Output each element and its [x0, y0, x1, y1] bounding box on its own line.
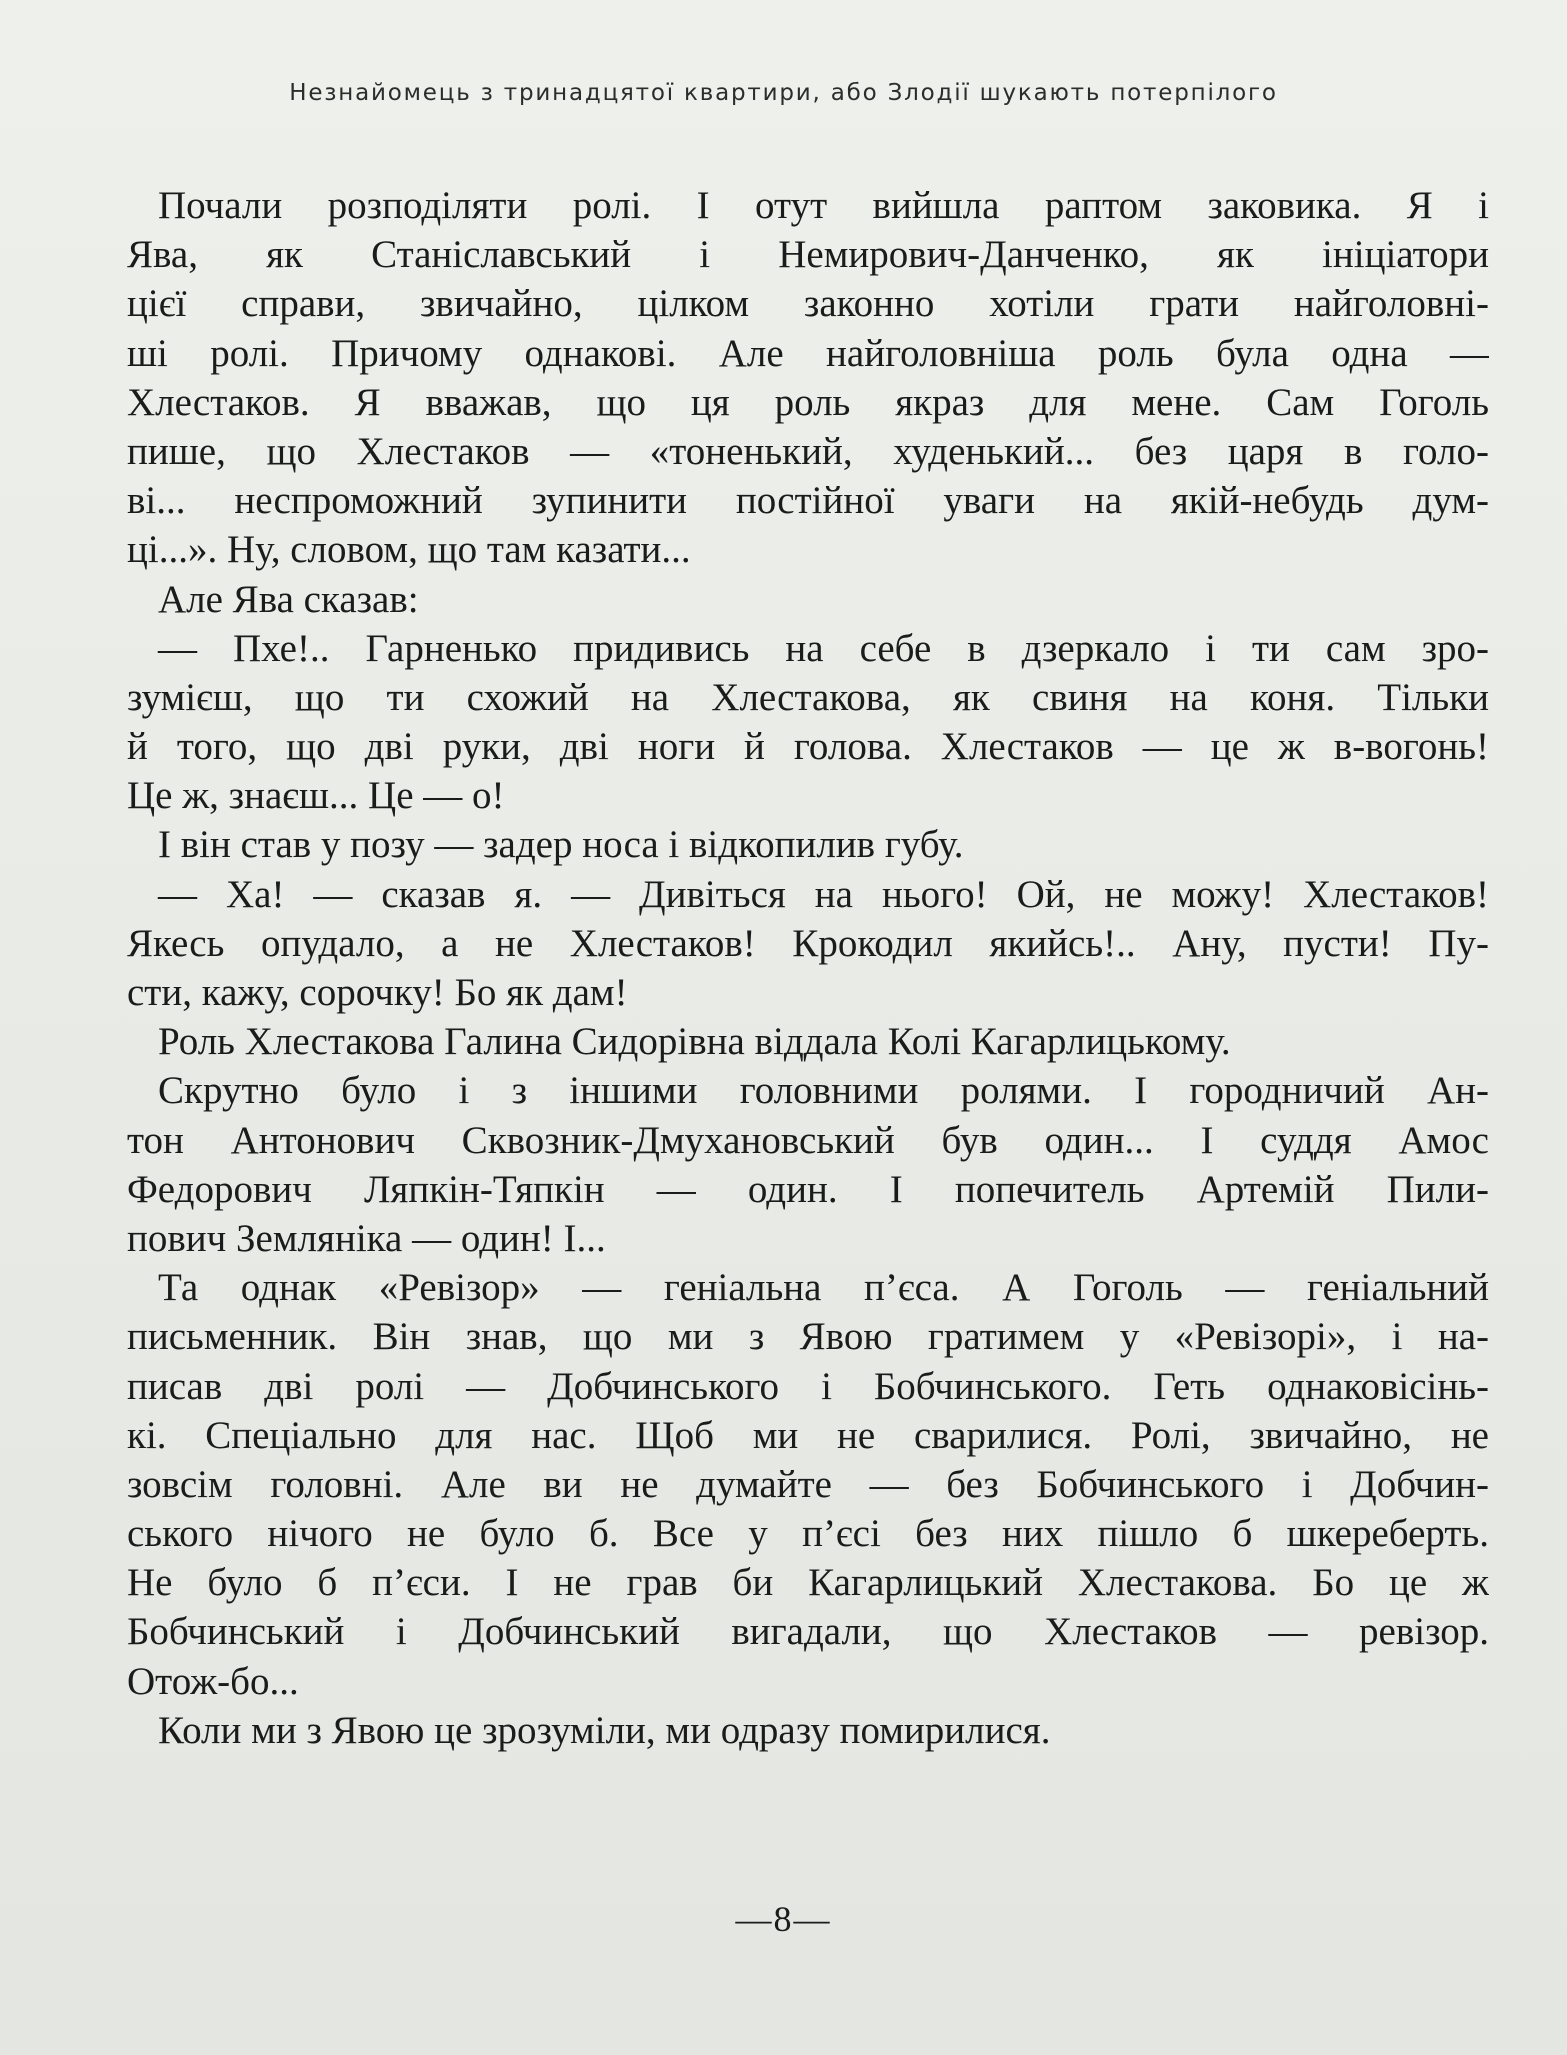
text-line: — Ха! — сказав я. — Дивіться на нього! Ой, не можу! Хлестаков!	[158, 872, 1489, 916]
text-line: пович Земляніка — один! І...	[127, 1216, 606, 1260]
text-line: ші ролі. Причому однакові. Але найголовніша роль була одна —	[127, 331, 1489, 375]
text-line: Але Ява сказав:	[158, 577, 419, 621]
running-header: Незнайомець з тринадцятої квартири, або Злодії шукають потерпілого	[289, 80, 1278, 106]
text-line: кі. Спеціально для нас. Щоб ми не сварилися. Ролі, звичайно, не	[127, 1413, 1489, 1457]
text-line: ці...». Ну, словом, що там казати...	[127, 528, 691, 572]
text-line: Якесь опудало, а не Хлестаков! Крокодил якийсь!.. Ану, пусти! Пу-	[127, 921, 1489, 965]
text-line: Коли ми з Явою це зрозуміли, ми одразу помирилися.	[158, 1708, 1051, 1752]
text-line: І він став у позу — задер носа і відкопилив губу.	[158, 823, 964, 867]
text-line: пише, що Хлестаков — «тоненький, худенький... без царя в голо-	[127, 429, 1489, 473]
text-line: тон Антонович Сквозник-Дмухановський був один... І суддя Амос	[127, 1118, 1489, 1162]
text-line: зовсім головні. Але ви не думайте — без Бобчинського і Добчин-	[127, 1462, 1489, 1506]
text-line: цієї справи, звичайно, цілком законно хотіли грати найголовні-	[127, 282, 1489, 326]
text-line: Почали розподіляти ролі. І отут вийшла раптом заковика. Я і	[158, 184, 1489, 227]
text-body	[127, 181, 1489, 1755]
text-line: Бобчинський і Добчинський вигадали, що Хлестаков — ревізор.	[127, 1610, 1489, 1654]
text-line: Не було б п’єси. І не грав би Кагарлицький Хлестакова. Бо це ж	[127, 1561, 1489, 1605]
text-line: сти, кажу, сорочку! Бо як дам!	[127, 971, 628, 1014]
text-line: й того, що дві руки, дві ноги й голова. Хлестаков — це ж в-вогонь!	[127, 725, 1489, 769]
text-line: ві... неспроможний зупинити постійної уваги на якій-небудь дум-	[127, 479, 1489, 523]
text-line: зумієш, що ти схожий на Хлестакова, як свиня на коня. Тільки	[127, 675, 1489, 719]
text-line: ського нічого не було б. Все у п’єсі без них пішло б шкереберть.	[127, 1512, 1489, 1556]
text-line: — Пхе!.. Гарненько придивись на себе в дзеркало і ти сам зро-	[158, 626, 1489, 670]
text-line: Ява, як Станіславський і Немирович-Данченко, як ініціатори	[127, 233, 1489, 277]
text-line: Отож-бо...	[127, 1659, 299, 1703]
text-line: Це ж, знаєш... Це — о!	[127, 774, 505, 818]
text-line: Та однак «Ревізор» — геніальна п’єса. А Гоголь — геніальний	[158, 1266, 1489, 1310]
text-line: Хлестаков. Я вважав, що ця роль якраз для мене. Сам Гоголь	[127, 380, 1489, 424]
text-line: писав дві ролі — Добчинського і Бобчинського. Геть однаковісінь-	[127, 1364, 1489, 1408]
text-line: письменник. Він знав, що ми з Явою гратимем у «Ревізорі», і на-	[127, 1315, 1489, 1359]
text-line: Федорович Ляпкін-Тяпкін — один. І попечитель Артемій Пили-	[127, 1167, 1489, 1211]
text-line: Роль Хлестакова Галина Сидорівна віддала Колі Кагарлицькому.	[158, 1020, 1231, 1064]
text-line: Скрутно було і з іншими головними ролями. І городничий Ан-	[158, 1069, 1489, 1113]
page-number: —8—	[735, 1899, 832, 1939]
